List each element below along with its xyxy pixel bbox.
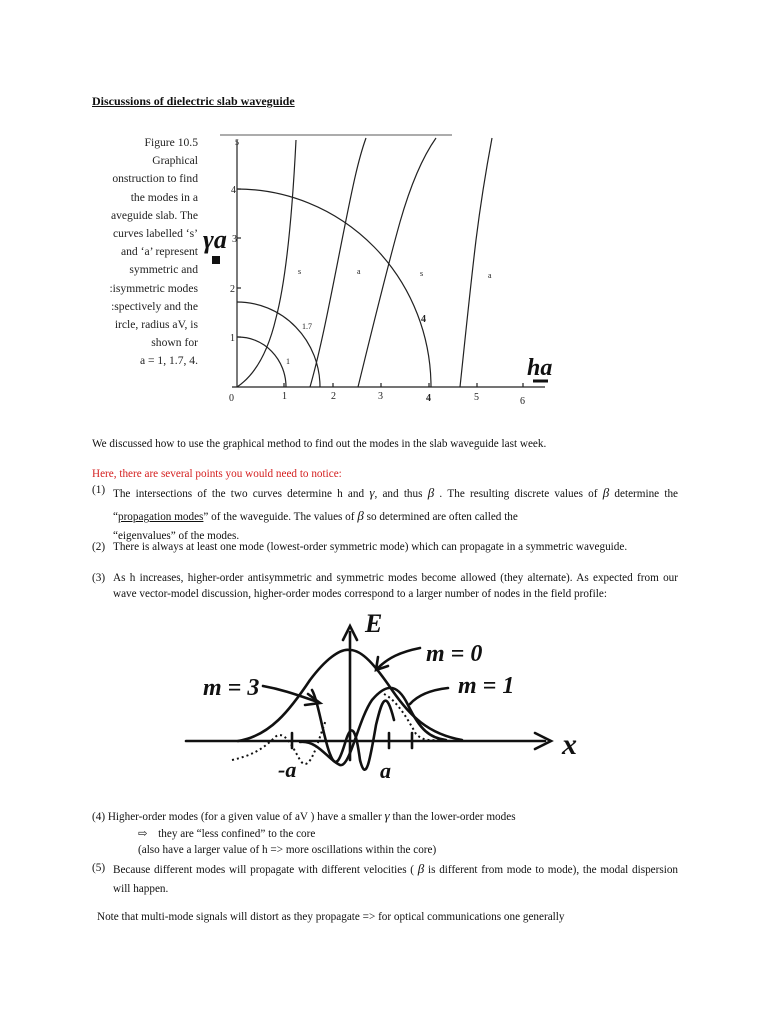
beta-symbol: β xyxy=(357,508,364,523)
m1-pointer-arrow xyxy=(410,688,448,704)
caption-line: onstruction to find xyxy=(112,172,198,186)
point-2 xyxy=(92,539,678,555)
mode-curve-a1 xyxy=(310,138,366,387)
point-text: The intersections of the two curves determine h and xyxy=(113,488,365,500)
mode-curve-m1 xyxy=(300,688,446,765)
point-text: Because different modes will propagate with different velocities ( xyxy=(113,864,415,876)
pos-a-label: a xyxy=(380,758,391,783)
point-4-sub-2: (also have a larger value of h => more oscillations within the core) xyxy=(138,844,437,856)
point-number: (3) xyxy=(92,572,106,584)
point-text: determine the “ xyxy=(113,488,679,523)
y-tick-label: 1 xyxy=(230,333,235,344)
point-text: ” of the waveguide. The values of xyxy=(203,511,355,523)
point-text: so determined are often called the xyxy=(366,511,518,523)
curve-label-s: s xyxy=(420,269,424,278)
notice-heading: Here, there are several points you would need to notice: xyxy=(92,468,342,480)
x-tick-label: 1 xyxy=(282,391,287,402)
circle-label: 1.7 xyxy=(302,322,312,331)
caption-line: aveguide slab. The xyxy=(110,208,198,222)
point-text: than the lower-order modes xyxy=(392,811,516,823)
point-number: (5) xyxy=(92,862,106,874)
circle-label: 4 xyxy=(421,314,426,325)
y-tick-label: 3 xyxy=(232,234,237,245)
gamma-symbol: γ xyxy=(369,485,375,500)
e-arrowhead xyxy=(343,626,357,640)
caption-line: Graphical xyxy=(152,154,198,168)
y-tick-label: 2 xyxy=(230,284,235,295)
mode-curve-dotted xyxy=(232,720,326,764)
point-4-sub-1 xyxy=(138,826,315,842)
circle-av-1-7 xyxy=(237,302,320,387)
handwritten-mark xyxy=(212,256,220,264)
point-text: There is always at least one mode (lowest-order symmetric mode) which can propagate in a symmetric waveguide. xyxy=(113,541,628,553)
point-text: , and thus xyxy=(374,488,423,500)
point-text: As h increases, higher-order antisymmetric and symmetric modes become allowed (they alternate). As expected from our wave vector-model discussion, higher-order modes correspond to a larger number of nodes in the field profile: xyxy=(113,572,678,600)
point-text: Higher-order modes (for a given value of aV ) have a smaller xyxy=(107,811,382,823)
beta-symbol: β xyxy=(417,861,425,876)
propagation-modes-term: propagation modes xyxy=(117,511,204,523)
point-text: “eigenvalues” of the modes. xyxy=(113,530,240,542)
implies-arrow-icon: ⇨ xyxy=(138,828,148,840)
m1-label: m = 1 xyxy=(458,673,515,699)
point-number: (4) xyxy=(92,811,106,823)
point-text: they are “less confined” to the core xyxy=(158,828,316,840)
x-tick-label: 5 xyxy=(474,392,479,403)
point-5 xyxy=(92,859,678,899)
beta-symbol: β xyxy=(602,485,610,500)
e-field-label: E xyxy=(365,609,383,638)
mode-curve-s2 xyxy=(358,138,436,387)
circle-av-1 xyxy=(237,337,286,387)
curve-label-s: s xyxy=(298,267,302,276)
point-text: . The resulting discrete values of xyxy=(439,488,598,500)
mode-curve-m0 xyxy=(238,650,462,741)
mode-curve-dotted xyxy=(384,694,440,740)
caption-line: :isymmetric modes xyxy=(109,281,198,295)
point-1 xyxy=(92,482,678,544)
x-tick-label: 3 xyxy=(378,391,383,402)
point-number: (2) xyxy=(92,541,106,553)
graphical-construction-figure xyxy=(0,0,768,420)
m0-arrowhead xyxy=(376,657,388,670)
x-axis-label: x xyxy=(562,728,577,761)
intro-paragraph: We discussed how to use the graphical method to find out the modes in the slab waveguide last week. xyxy=(92,438,547,450)
m3-arrowhead xyxy=(305,694,320,705)
mode-curve-m3 xyxy=(312,690,394,770)
x-arrowhead xyxy=(535,733,551,749)
mode-curve-a2 xyxy=(460,138,492,387)
point-3 xyxy=(92,570,678,602)
caption-line: and ‘a’ represent xyxy=(120,245,198,259)
note-paragraph: Note that multi-mode signals will distort as they propagate => for optical communications one generally xyxy=(97,911,565,923)
caption-line: a = 1, 1.7, 4. xyxy=(139,354,198,368)
curve-label-a: a xyxy=(357,267,361,276)
caption-line: curves labelled ‘s’ xyxy=(113,227,198,241)
y-tick-label: 4 xyxy=(231,185,236,196)
y-tick-label: 5 xyxy=(235,138,239,147)
x-tick-label: 6 xyxy=(520,396,525,407)
curve-label-a: a xyxy=(488,271,492,280)
mode-curve-s1 xyxy=(237,140,296,387)
m0-label: m = 0 xyxy=(426,641,483,667)
circle-label: 1 xyxy=(286,357,290,366)
caption-line: ircle, radius aV, is xyxy=(114,318,198,332)
point-text: is different from mode to mode), the modal dispersion will happen. xyxy=(113,864,679,895)
x-tick-label: 0 xyxy=(229,393,234,404)
m3-pointer-arrow xyxy=(263,686,318,702)
x-tick-label: 2 xyxy=(331,391,336,402)
handwritten-h-a: ha xyxy=(527,355,553,381)
x-tick-label: 4 xyxy=(426,393,431,404)
caption-line: symmetric and xyxy=(129,263,198,277)
handwritten-gamma-a: γa xyxy=(203,225,227,254)
caption-line: shown for xyxy=(151,336,198,350)
m0-pointer-arrow xyxy=(378,648,420,668)
m3-label: m = 3 xyxy=(203,675,260,701)
gamma-symbol: γ xyxy=(384,808,390,823)
page-title: Discussions of dielectric slab waveguide xyxy=(92,94,295,108)
beta-symbol: β xyxy=(427,485,435,500)
point-number: (1) xyxy=(92,484,106,496)
caption-line: the modes in a xyxy=(130,190,198,204)
caption-line: Figure 10.5 xyxy=(144,136,198,149)
circle-av-4 xyxy=(237,189,431,387)
neg-a-label: -a xyxy=(278,757,297,782)
point-4 xyxy=(92,808,678,825)
caption-line: :spectively and the xyxy=(111,299,198,313)
